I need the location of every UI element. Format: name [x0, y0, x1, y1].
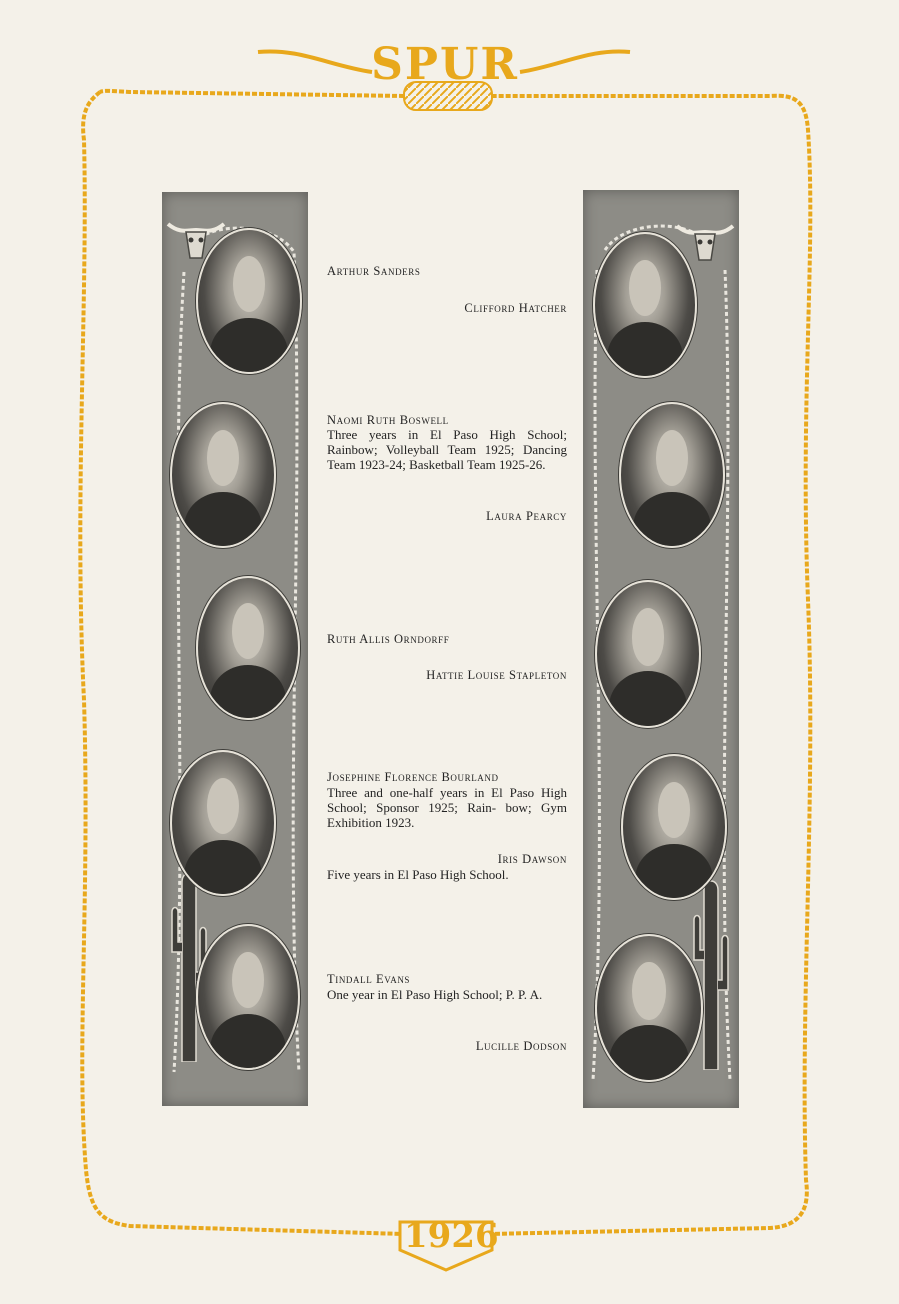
portrait-tindall-evans	[196, 924, 300, 1070]
portrait-josephine-florence-bourland	[170, 750, 276, 896]
student-activities: Five years in El Paso High School.	[327, 867, 509, 882]
student-activities: One year in El Paso High School; P. P. A.	[327, 987, 543, 1002]
student-name: Arthur Sanders	[327, 264, 421, 278]
student-name: Iris Dawson	[497, 852, 567, 866]
yearbook-year: 1926	[404, 1216, 499, 1256]
portrait-clifford-hatcher	[593, 232, 697, 378]
student-name: Tindall Evans	[327, 972, 411, 986]
portrait-laura-pearcy	[619, 402, 725, 548]
student-name: Naomi Ruth Boswell	[327, 413, 449, 427]
portrait-lucille-dodson	[595, 934, 703, 1082]
student-name: Laura Pearcy	[486, 509, 567, 523]
portrait-iris-dawson	[621, 754, 727, 900]
left-photo-strip	[162, 192, 308, 1106]
portrait-arthur-sanders	[196, 228, 302, 374]
student-activities: Three and one-half years in El Paso High School; Sponsor 1925; Rain- bow; Gym Exhibition 1923.	[327, 785, 567, 830]
right-photo-strip	[583, 190, 739, 1108]
yearbook-title: SPUR	[371, 39, 519, 90]
student-name: Clifford Hatcher	[464, 301, 567, 315]
student-activities: Three years in El Paso High School; Rainbow; Volleyball Team 1925; Dancing Team 1923-24; Basketball Team 1925-26.	[327, 427, 567, 472]
student-name: Ruth Allis Orndorff	[327, 632, 450, 646]
student-name: Lucille Dodson	[475, 1039, 567, 1053]
student-name: Hattie Louise Stapleton	[426, 668, 567, 682]
portrait-hattie-louise-stapleton	[595, 580, 701, 728]
student-name: Josephine Florence Bourland	[327, 770, 499, 784]
portrait-naomi-ruth-boswell	[170, 402, 276, 548]
portrait-ruth-allis-orndorff	[196, 576, 300, 720]
